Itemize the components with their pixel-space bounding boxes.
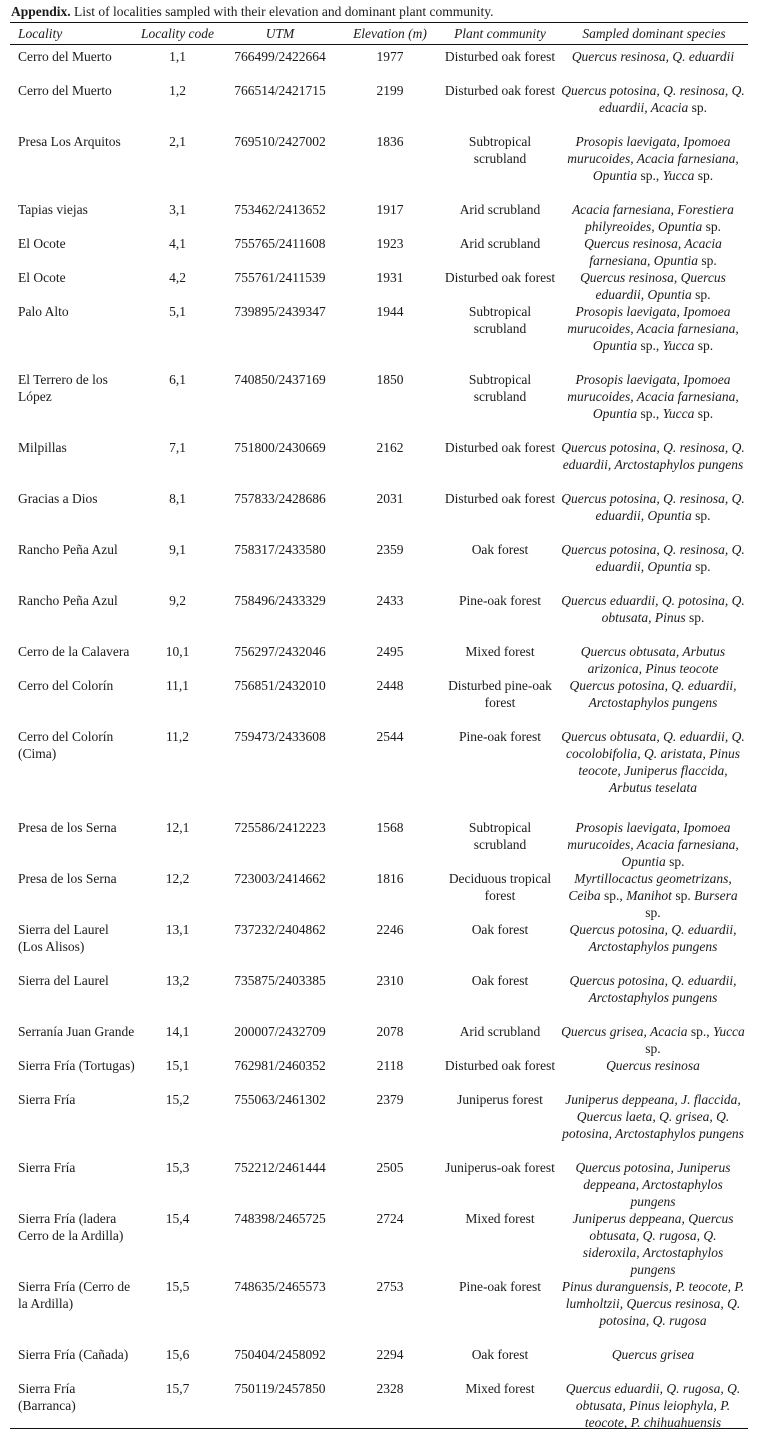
locality-cell: Sierra del Laurel [18,973,109,988]
plant-community-cell: Oak forest [471,1347,529,1362]
utm-cell: 758496/2433329 [234,593,326,608]
table-row [10,82,748,133]
utm-cell: 735875/2403385 [234,973,326,988]
plant-community-cell: Pine-oak forest [458,593,542,608]
locality-cell: Cerro del Colorín (Cima) [18,729,114,761]
plant-community-cell: Mixed forest [465,1381,535,1396]
utm-cell: 739895/2439347 [234,304,326,319]
table-row [10,1057,748,1091]
header-elevation: Elevation (m) [353,26,427,41]
table-body [10,44,748,1431]
species-cell: Quercus resinosa [606,1058,700,1073]
elevation-cell: 1816 [376,871,404,886]
locality-code-cell: 4,2 [169,270,186,285]
locality-code-cell: 14,1 [165,1024,190,1039]
locality-cell: El Ocote [18,270,66,285]
locality-code-cell: 15,5 [165,1279,190,1294]
species-abbrev: sp. [695,508,711,523]
species-cell: Quercus grisea [611,1347,695,1362]
locality-cell: Sierra Fría (Cañada) [18,1347,129,1362]
table-row [10,728,748,819]
elevation-cell: 2199 [376,83,404,98]
utm-cell: 748635/2465573 [234,1279,326,1294]
locality-cell: Rancho Peña Azul [18,593,118,608]
species-cell: Quercus potosina, Q. resinosa, Q. eduardii, Acacia sp. [561,83,745,115]
locality-cell: Sierra Fría (Cerro de la Ardilla) [18,1279,131,1311]
utm-cell: 752212/2461444 [234,1160,326,1175]
locality-code-cell: 5,1 [169,304,186,319]
locality-code-cell: 15,6 [165,1347,190,1362]
elevation-cell: 2310 [376,973,404,988]
elevation-cell: 1931 [376,270,404,285]
table-row [10,439,748,490]
elevation-cell: 1836 [376,134,404,149]
plant-community-cell: Juniperus forest [457,1092,543,1107]
elevation-cell: 2162 [376,440,404,455]
locality-code-cell: 12,2 [165,871,190,886]
species-abbrev: sp., [640,406,660,421]
header-locality: Locality [18,26,63,41]
species-cell: Prosopis laevigata, Ipomoea murucoides, Acacia farnesiana, Opuntia sp., Yucca sp. [567,134,739,183]
species-abbrev: sp. [645,1041,661,1056]
plant-community-cell: Disturbed pine-oak forest [448,678,552,710]
table-row [10,133,748,201]
species-cell: Quercus resinosa, Acacia farnesiana, Opuntia sp. [584,236,722,268]
plant-community-cell: Subtropical scrubland [468,304,532,336]
table-row [10,1023,748,1057]
species-cell: Quercus eduardii, Q. rugosa, Q. obtusata, Pinus leiophyla, P. teocote, P. chihuahuensis [565,1381,741,1430]
species-abbrev: sp. [697,338,714,353]
utm-cell: 200007/2432709 [234,1024,326,1039]
utm-cell: 769510/2427002 [234,134,326,149]
elevation-cell: 2753 [376,1279,404,1294]
utm-cell: 756297/2432046 [234,644,326,659]
utm-cell: 740850/2437169 [234,372,326,387]
species-cell: Prosopis laevigata, Ipomoea murucoides, Acacia farnesiana, Opuntia sp., Yucca sp. [567,304,739,353]
elevation-cell: 1568 [376,820,404,835]
table-row [10,972,748,1023]
locality-cell: Presa Los Arquitos [18,134,121,149]
plant-community-cell: Oak forest [471,542,529,557]
species-cell: Quercus obtusata, Q. eduardii, Q. cocolobifolia, Q. aristata, Pinus teocote, Juniperus flaccida, Arbutus teselata [561,729,745,795]
species-cell: Prosopis laevigata, Ipomoea murucoides, Acacia farnesiana, Opuntia sp. [567,820,739,869]
locality-code-cell: 3,1 [169,202,186,217]
species-cell: Myrtillocactus geometrizans, Ceiba sp., Manihot sp. Bursera sp. [568,871,738,920]
plant-community-cell: Disturbed oak forest [444,83,556,98]
locality-code-cell: 1,2 [169,83,186,98]
locality-code-cell: 15,7 [165,1381,190,1396]
locality-code-cell: 15,4 [165,1211,190,1226]
elevation-cell: 2505 [376,1160,404,1175]
species-abbrev: sp. [697,406,714,421]
species-abbrev: sp. [669,854,685,869]
plant-community-cell: Mixed forest [465,1211,535,1226]
plant-community-cell: Oak forest [471,973,529,988]
utm-cell: 748398/2465725 [234,1211,326,1226]
plant-community-cell: Oak forest [471,922,529,937]
table-row [10,870,748,921]
locality-code-cell: 15,2 [165,1092,190,1107]
elevation-cell: 1977 [376,49,404,64]
table-row [10,1159,748,1210]
species-abbrev: sp. [701,253,717,268]
locality-cell: El Ocote [18,236,66,251]
utm-cell: 753462/2413652 [234,202,326,217]
species-cell: Quercus eduardii, Q. potosina, Q. obtusata, Pinus sp. [561,593,745,625]
plant-community-cell: Disturbed oak forest [444,440,556,455]
species-abbrev: sp. [675,888,691,903]
table-row [10,490,748,541]
locality-code-cell: 4,1 [169,236,186,251]
locality-cell: Cerro del Muerto [18,83,112,98]
elevation-cell: 2328 [376,1381,404,1396]
species-cell: Acacia farnesiana, Forestiera philyreoides, Opuntia sp. [572,202,734,234]
table-top-rule [10,22,748,23]
utm-cell: 751800/2430669 [234,440,326,455]
species-cell: Quercus obtusata, Arbutus arizonica, Pinus teocote [580,644,726,676]
locality-cell: Presa de los Serna [18,820,117,835]
species-cell: Juniperus deppeana, J. flaccida, Quercus laeta, Q. grisea, Q. potosina, Arctostaphylos pungens [562,1092,744,1141]
species-cell: Quercus resinosa, Q. eduardii [571,49,735,64]
species-cell: Prosopis laevigata, Ipomoea murucoides, Acacia farnesiana, Opuntia sp., Yucca sp. [567,372,739,421]
table-row [10,235,748,269]
locality-code-cell: 2,1 [169,134,186,149]
locality-code-cell: 9,2 [169,593,186,608]
locality-code-cell: 7,1 [169,440,186,455]
locality-cell: Serranía Juan Grande [18,1024,135,1039]
utm-cell: 723003/2414662 [234,871,326,886]
locality-cell: El Terrero de los López [18,372,108,404]
table-caption [11,3,493,20]
elevation-cell: 2294 [376,1347,404,1362]
locality-cell: Cerro del Colorín [18,678,114,693]
locality-code-cell: 6,1 [169,372,186,387]
locality-cell: Sierra del Laurel (Los Alisos) [18,922,109,954]
species-abbrev: sp. [691,100,707,115]
species-abbrev: sp. [705,219,721,234]
elevation-cell: 2359 [376,542,404,557]
table-row [10,371,748,439]
table-row [10,592,748,643]
table-row [10,1346,748,1380]
species-abbrev: sp. [695,559,711,574]
species-cell: Quercus potosina, Q. eduardii, Arctostaphylos pungens [569,922,737,954]
elevation-cell: 1944 [376,304,404,319]
species-cell: Quercus resinosa, Quercus eduardii, Opuntia sp. [580,270,726,302]
plant-community-cell: Subtropical scrubland [468,820,532,852]
plant-community-cell: Pine-oak forest [458,1279,542,1294]
species-abbrev: sp. [697,168,714,183]
utm-cell: 750119/2457850 [234,1381,326,1396]
table-row [10,643,748,677]
locality-cell: Tapias viejas [18,202,88,217]
species-cell: Quercus grisea, Acacia sp., Yucca sp. [561,1024,745,1056]
utm-cell: 737232/2404862 [234,922,326,937]
table-row [10,269,748,303]
plant-community-cell: Subtropical scrubland [468,372,532,404]
header-plant-community: Plant community [454,26,546,41]
caption-text: List of localities sampled with their elevation and dominant plant community. [70,4,494,19]
locality-cell: Sierra Fría [18,1092,76,1107]
species-abbrev: sp., [640,338,660,353]
table-row [10,819,748,870]
utm-cell: 758317/2433580 [234,542,326,557]
utm-cell: 766499/2422664 [234,49,326,64]
species-cell: Quercus potosina, Q. eduardii, Arctostaphylos pungens [569,973,737,1005]
elevation-cell: 2544 [376,729,404,744]
species-abbrev: sp., [604,888,623,903]
species-cell: Pinus duranguensis, P. teocote, P. lumholtzii, Quercus resinosa, Q. potosina, Q. rugosa [561,1279,745,1328]
locality-cell: Gracias a Dios [18,491,98,506]
locality-cell: Presa de los Serna [18,871,117,886]
plant-community-cell: Mixed forest [465,644,535,659]
locality-cell: Cerro del Muerto [18,49,112,64]
elevation-cell: 2379 [376,1092,404,1107]
species-cell: Quercus potosina, Q. resinosa, Q. eduardii, Arctostaphylos pungens [561,440,745,472]
plant-community-cell: Disturbed oak forest [444,1058,556,1073]
locality-code-cell: 15,3 [165,1160,190,1175]
locality-cell: Sierra Fría (ladera Cerro de la Ardilla) [18,1211,124,1243]
species-cell: Quercus potosina, Q. resinosa, Q. eduardii, Opuntia sp. [561,491,745,523]
locality-cell: Cerro de la Calavera [18,644,130,659]
header-utm: UTM [265,26,295,41]
species-abbrev: sp. [689,610,705,625]
locality-cell: Palo Alto [18,304,69,319]
plant-community-cell: Deciduous tropical forest [448,871,552,903]
header-sampled-species: Sampled dominant species [582,26,726,41]
localities-table [10,24,748,1431]
utm-cell: 762981/2460352 [234,1058,326,1073]
table-row [10,201,748,235]
utm-cell: 750404/2458092 [234,1347,326,1362]
table-row [10,44,748,82]
elevation-cell: 2724 [376,1211,404,1226]
utm-cell: 759473/2433608 [234,729,326,744]
locality-code-cell: 13,2 [165,973,190,988]
utm-cell: 757833/2428686 [234,491,326,506]
plant-community-cell: Disturbed oak forest [444,49,556,64]
utm-cell: 725586/2412223 [234,820,326,835]
elevation-cell: 2246 [376,922,404,937]
locality-code-cell: 13,1 [165,922,190,937]
table-row [10,541,748,592]
species-cell: Quercus potosina, Q. eduardii, Arctostaphylos pungens [569,678,737,710]
locality-cell: Rancho Peña Azul [18,542,118,557]
elevation-cell: 1923 [376,236,404,251]
locality-code-cell: 8,1 [169,491,186,506]
plant-community-cell: Subtropical scrubland [468,134,532,166]
plant-community-cell: Pine-oak forest [458,729,542,744]
elevation-cell: 2495 [376,644,404,659]
species-cell: Juniperus deppeana, Quercus obtusata, Q. rugosa, Q. sideroxila, Arctostaphylos pungens [572,1211,734,1277]
table-row [10,1380,748,1431]
species-abbrev: sp., [690,1024,710,1039]
species-abbrev: sp., [640,168,660,183]
utm-cell: 755765/2411608 [234,236,326,251]
locality-code-cell: 15,1 [165,1058,190,1073]
table-row [10,303,748,371]
elevation-cell: 1917 [376,202,404,217]
plant-community-cell: Arid scrubland [459,202,541,217]
locality-code-cell: 1,1 [169,49,186,64]
elevation-cell: 2078 [376,1024,404,1039]
table-row [10,921,748,972]
locality-code-cell: 9,1 [169,542,186,557]
locality-code-cell: 11,1 [165,678,190,693]
plant-community-cell: Disturbed oak forest [444,491,556,506]
elevation-cell: 2433 [376,593,404,608]
locality-code-cell: 12,1 [165,820,190,835]
table-header-row [10,24,748,44]
utm-cell: 766514/2421715 [234,83,326,98]
plant-community-cell: Arid scrubland [459,236,541,251]
species-cell: Quercus potosina, Q. resinosa, Q. eduardii, Opuntia sp. [561,542,745,574]
locality-cell: Sierra Fría (Tortugas) [18,1058,135,1073]
plant-community-cell: Arid scrubland [459,1024,541,1039]
caption-label: Appendix. [11,4,71,19]
locality-cell: Sierra Fría [18,1160,76,1175]
utm-cell: 755761/2411539 [234,270,326,285]
plant-community-cell: Disturbed oak forest [444,270,556,285]
locality-code-cell: 10,1 [165,644,190,659]
species-abbrev: sp. [695,287,711,302]
utm-cell: 755063/2461302 [234,1092,326,1107]
elevation-cell: 2031 [376,491,404,506]
species-cell: Quercus potosina, Juniperus deppeana, Arctostaphylos pungens [575,1160,731,1209]
table-row [10,1091,748,1159]
table-row [10,1278,748,1346]
locality-cell: Sierra Fría (Barranca) [18,1381,76,1413]
elevation-cell: 2118 [376,1058,404,1073]
locality-code-cell: 11,2 [165,729,190,744]
elevation-cell: 1850 [376,372,404,387]
utm-cell: 756851/2432010 [234,678,326,693]
header-locality-code: Locality code [140,26,215,41]
elevation-cell: 2448 [376,678,404,693]
table-row [10,677,748,728]
plant-community-cell: Juniperus-oak forest [445,1160,555,1175]
table-row [10,1210,748,1278]
species-abbrev: sp. [645,905,661,920]
locality-cell: Milpillas [18,440,67,455]
